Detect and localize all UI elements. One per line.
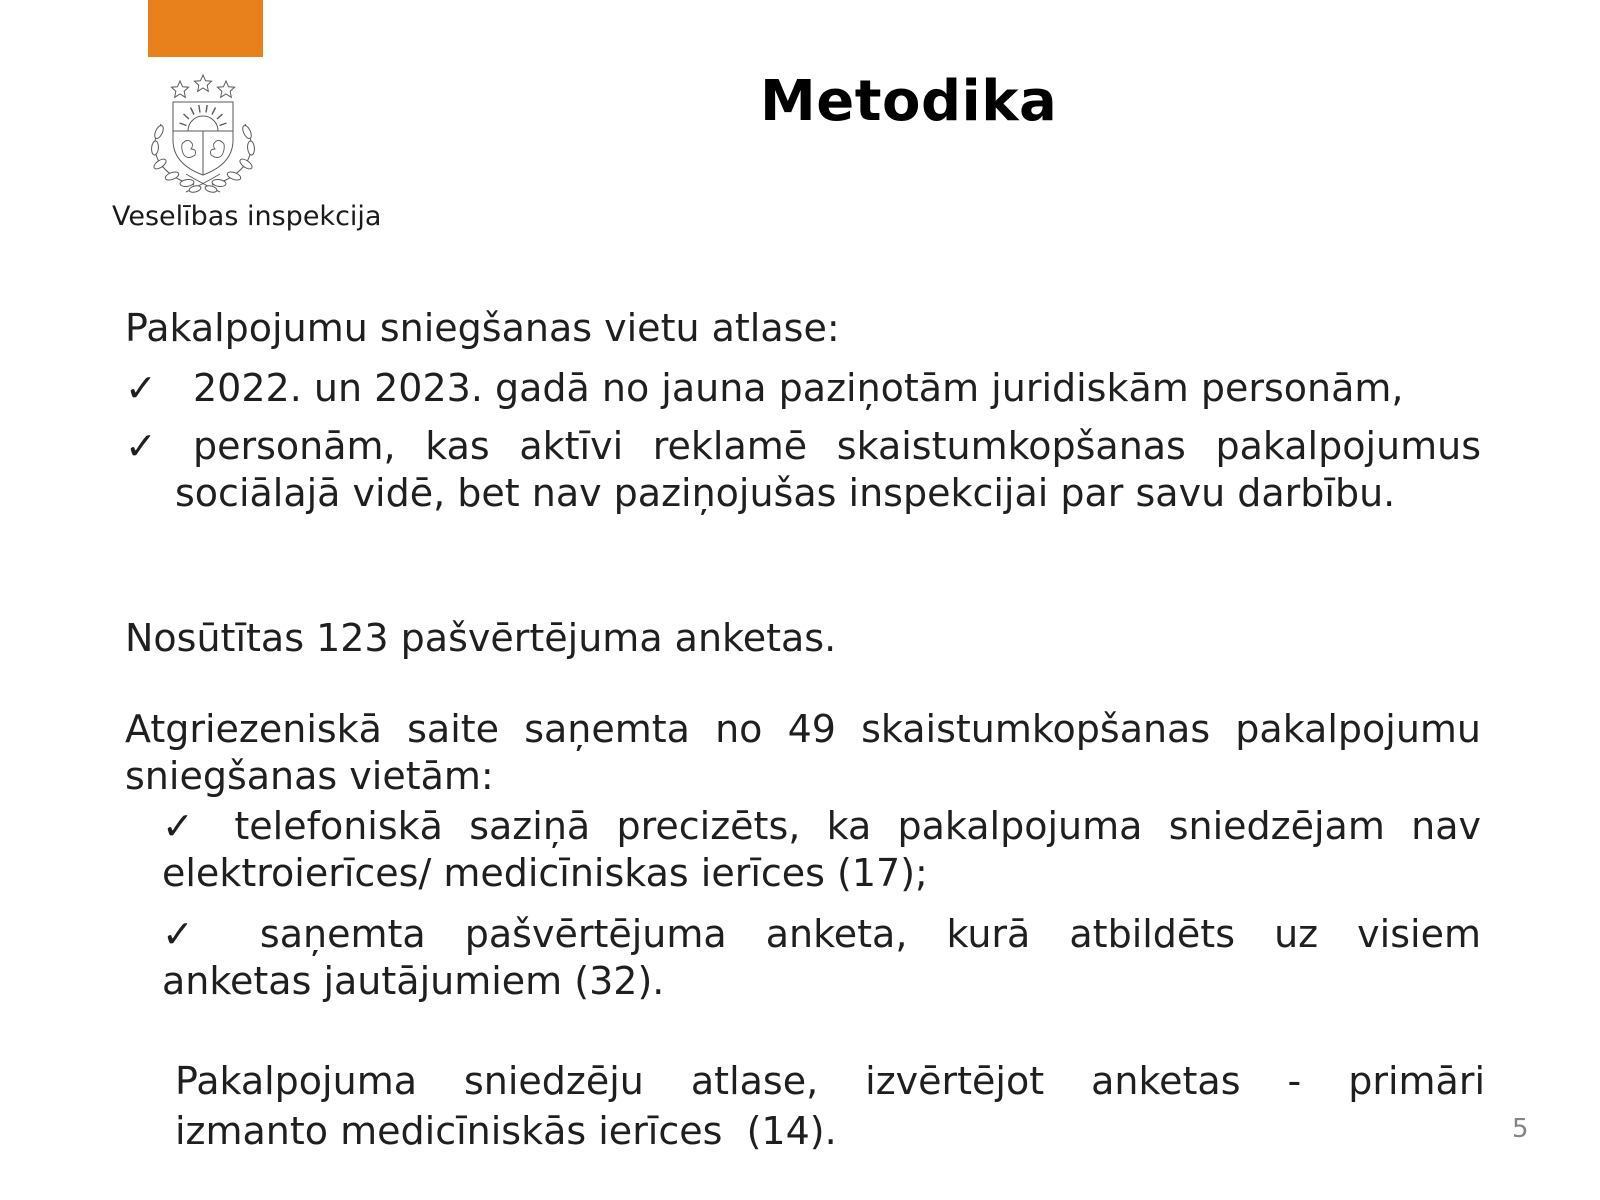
checkmark-icon: ✓ bbox=[125, 424, 157, 468]
bullet-text-line-2: sociālajā vidē, bet nav paziņojušas inspekcijai par savu darbību. bbox=[175, 471, 1396, 515]
bullet-text-line-2: elektroierīces/ medicīniskas ierīces (17); bbox=[162, 851, 928, 895]
stars-icon bbox=[171, 75, 234, 97]
bullet-text-line-1: personām, kas aktīvi reklamē skaistumkopšanas pakalpojumus bbox=[193, 424, 1481, 468]
intro-paragraph bbox=[125, 305, 1481, 352]
bullet-text: 2022. un 2023. gadā no jauna paziņotām juridiskām personām, bbox=[193, 366, 1404, 410]
subbullet-phone-clarified bbox=[162, 803, 1481, 897]
feedback-paragraph bbox=[125, 706, 1481, 800]
paragraph-line-1: Atgriezeniskā saite saņemta no 49 skaistumkopšanas pakalpojumu bbox=[125, 707, 1481, 751]
subbullet-questionnaire-received bbox=[162, 911, 1481, 1005]
page-number: 5 bbox=[1512, 1114, 1529, 1144]
shield-icon bbox=[173, 102, 233, 175]
bullet-text-line-1 bbox=[162, 911, 1481, 958]
slide-title: Metodika bbox=[760, 69, 1058, 134]
bullet-text: telefoniskā saziņā precizēts, ka pakalpojuma sniedzējam nav bbox=[234, 804, 1481, 848]
paragraph-line: Nosūtītas 123 pašvērtējuma anketas. bbox=[125, 616, 837, 660]
bullet-new-legal-persons bbox=[125, 365, 1481, 412]
bullet-text: saņemta pašvērtējuma anketa, kurā atbildēts uz visiem bbox=[259, 912, 1481, 956]
checkmark-icon: ✓ bbox=[125, 366, 157, 410]
paragraph-line-2: sniegšanas vietām: bbox=[125, 754, 494, 798]
coat-of-arms-logo bbox=[140, 74, 266, 198]
paragraph-line-1: Pakalpojuma sniedzēju atlase, izvērtējot anketas - primāri bbox=[175, 1059, 1485, 1103]
bullet-text-line-1 bbox=[162, 803, 1481, 850]
provider-selection-paragraph bbox=[175, 1056, 1485, 1156]
logo-caption: Veselības inspekcija bbox=[112, 201, 382, 232]
bullet-text-line-2: anketas jautājumiem (32). bbox=[162, 959, 665, 1003]
questionnaires-sent-paragraph bbox=[125, 615, 1481, 662]
accent-bar bbox=[148, 0, 263, 57]
paragraph-line: Pakalpojumu sniegšanas vietu atlase: bbox=[125, 306, 840, 350]
checkmark-icon: ✓ bbox=[162, 912, 221, 956]
paragraph-line-2: izmanto medicīniskās ierīces (14). bbox=[175, 1109, 837, 1153]
checkmark-icon: ✓ bbox=[162, 804, 209, 848]
bullet-advertising-persons bbox=[125, 423, 1481, 517]
